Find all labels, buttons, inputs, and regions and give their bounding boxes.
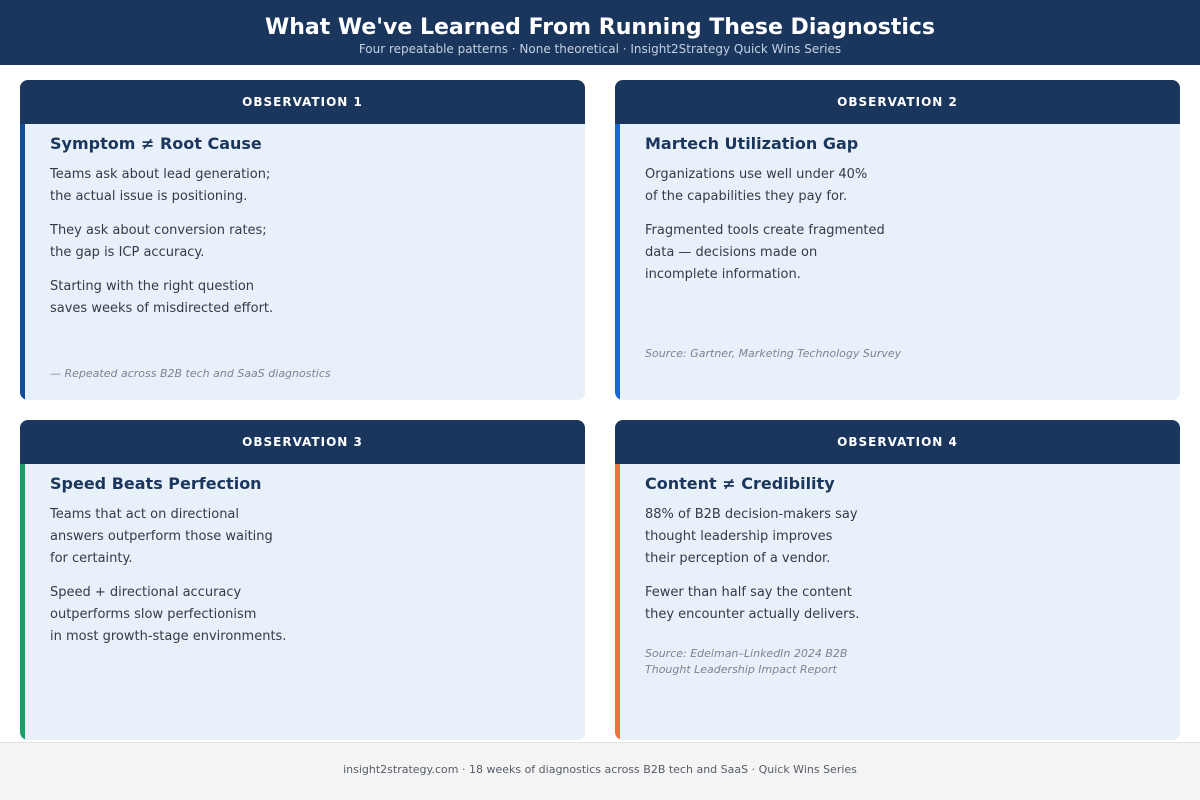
card-title: Content ≠ Credibility — [645, 474, 835, 493]
card-body — [50, 504, 350, 660]
card-label: OBSERVATION 3 — [20, 420, 585, 464]
card-title: Speed Beats Perfection — [50, 474, 262, 493]
card-title: Symptom ≠ Root Cause — [50, 134, 262, 153]
observation-card-4 — [615, 420, 1180, 740]
card-paragraph: They ask about conversion rates; the gap is ICP accuracy. — [50, 223, 267, 260]
card-accent-stripe — [615, 420, 620, 740]
card-label: OBSERVATION 1 — [20, 80, 585, 124]
page-header — [0, 0, 1200, 65]
footer-text: insight2strategy.com · 18 weeks of diagnostics across B2B tech and SaaS · Quick Wins Series — [343, 763, 857, 776]
card-source: Source: Edelman–LinkedIn 2024 B2B Thought Leadership Impact Report — [645, 647, 848, 676]
card-accent-stripe — [20, 80, 25, 400]
card-paragraph: Teams that act on directional answers outperform those waiting for certainty. — [50, 507, 273, 566]
page-subtitle: Four repeatable patterns · None theoretical · Insight2Strategy Quick Wins Series — [358, 42, 842, 56]
card-paragraph: Fewer than half say the content they encounter actually delivers. — [645, 585, 860, 622]
card-accent-stripe — [20, 420, 25, 740]
observation-card-2 — [615, 80, 1180, 400]
page-title: What We've Learned From Running These Diagnostics — [264, 15, 936, 40]
observation-card-1 — [20, 80, 585, 400]
card-paragraph: Organizations use well under 40% of the capabilities they pay for. — [645, 167, 868, 204]
card-paragraph: Fragmented tools create fragmented data — decisions made on incomplete information. — [645, 223, 885, 282]
page-footer — [0, 742, 1200, 800]
card-paragraph: Speed + directional accuracy outperforms slow perfectionism in most growth-stage environments. — [50, 585, 287, 644]
card-source: — Repeated across B2B tech and SaaS diagnostics — [50, 367, 331, 380]
card-label: OBSERVATION 2 — [615, 80, 1180, 124]
observation-card-3 — [20, 420, 585, 740]
card-body — [645, 504, 945, 638]
card-paragraph: 88% of B2B decision-makers say thought leadership improves their perception of a vendor. — [645, 507, 858, 566]
card-source: Source: Gartner, Marketing Technology Survey — [645, 347, 902, 360]
card-body — [50, 164, 350, 332]
card-paragraph: Starting with the right question saves weeks of misdirected effort. — [50, 279, 274, 316]
card-label: OBSERVATION 4 — [615, 420, 1180, 464]
card-body — [645, 164, 945, 298]
card-paragraph: Teams ask about lead generation; the actual issue is positioning. — [50, 167, 271, 204]
card-title: Martech Utilization Gap — [645, 134, 859, 153]
card-accent-stripe — [615, 80, 620, 400]
